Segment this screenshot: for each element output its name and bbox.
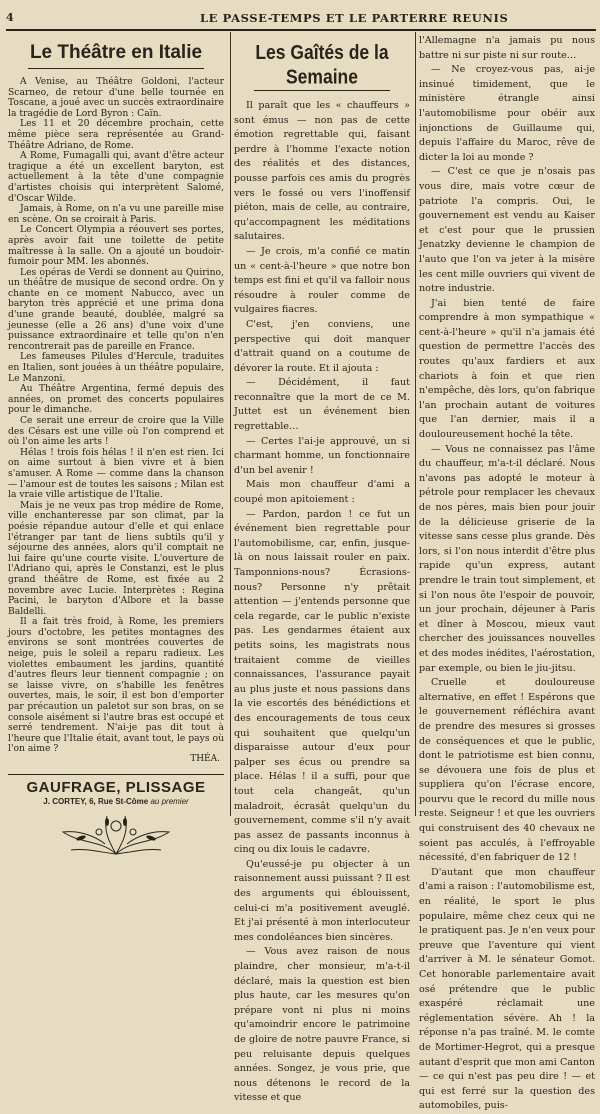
- paragraph: Qu'eussé-je pu objecter à un raisonnement aussi puissant ? Il est des arguments qui éblouissent, celui-ci m'a positivement aveuglé. Et j'ai présenté à mon interlocuteur mes condoléances bien sincères.: [234, 858, 410, 943]
- paragraph: C'est, j'en conviens, une perspective qui doit manquer d'attrait quand on a coutume de dévorer la route. Et il ajouta :: [234, 318, 410, 374]
- paragraph: A Rome, Fumagalli qui, avant d'être acteur tragique a été un excellent baryton, est actuellement à la tête d'une compagnie d'artistes choisis qui interprètent Salomé, d'Oscar Wilde.: [8, 150, 224, 204]
- paragraph: A Venise, au Théâtre Goldoni, l'acteur Scarneo, de retour d'une belle tournée en Toscane, a joué avec un succès extraordinaire la tragédie de Lord Byron : Caïn.: [8, 76, 224, 119]
- ad-title: GAUFRAGE, PLISSAGE: [26, 779, 206, 796]
- paragraph: Ce serait une erreur de croire que la Ville des Césars est une ville où l'on comprend et où l'on aime les arts !: [8, 415, 224, 448]
- paragraph: Les 11 et 20 décembre prochain, cette même pièce sera représentée au Grand-Théâtre Adriano, de Rome.: [8, 118, 224, 151]
- paragraph: Le Concert Olympia a réouvert ses portes, après avoir fait une toilette de petite maîtresse à la salle. On a ajouté un boudoir-fumoir pour MM. les abonnés.: [8, 224, 224, 268]
- paragraph: — Vous ne connaissez pas l'âme du chauffeur, m'a-t-il déclaré. Nous n'avons pas adopté le moteur à pétrole pour remplacer les chevaux de nos pères, mais bien pour jouir de la délicieuse griserie de la vitesse sans cesse plus grande. Dès lors, si l'on nous interdit d'être plus rapide qu'un express, autant prendre le train tout simplement, et si l'on nous ôte l'espoir de pouvoir, un jour prochain, déjeuner à Paris et dîner à Moscou, mieux vaut chercher des jouissances nouvelles et des modes inédites, l'aérostation, par exemple, ou bien le jiu-jitsu.: [419, 443, 595, 674]
- paragraph: — Ne croyez-vous pas, ai-je insinué timidement, que le ministère étrangle ainsi l'automobilisme pour obéir aux injonctions de Guillaume qui, depuis l'affaire du Maroc, rêve de dicter la loi au monde ?: [419, 64, 595, 163]
- ad-address-suffix: au premier: [150, 797, 189, 806]
- paragraph: Il a fait très froid, à Rome, les premiers jours d'octobre, les petites montagnes des environs se sont montrées couvertes de neige, puis le soleil a reparu radieux. Les violettes embaument les jardins, quantité d'autres fleurs leur tiennent compagnie ; on se laisse vivre, on s'habille les fenêtres ouvertes, mais, le soir, il est bon d'emporter par précaution un paletot sur son bras, on se console aisément si l'autre bras est occupé et serré tendrement. N'ai-je pas dit tout à l'heure que l'Italie était, avant tout, le pays où l'on aime ?: [8, 616, 224, 755]
- paragraph: Les fameuses Pilules d'Hercule, traduites en Italien, sont jouées à un théâtre populaire, Le Manzoni.: [8, 351, 224, 384]
- decorative-ornament-icon: [41, 810, 191, 858]
- ad-address-name: J. CORTEY, 6, Rue St-Côme: [43, 797, 149, 806]
- paragraph: — Pardon, pardon ! ce fut un événement bien regrettable pour l'automobilisme, car, enfin, jusque-là on nous laissait rouler en paix. Tamponnions-nous? Écrasions-nous? Personne n'y prêtait attention — j'entends personne que cela regarde, car le public n'existe pas. Les gendarmes étaient aux petits soins, les magistrats nous traitaient comme de vieilles connaissances, l'assurance payait au plus juste et nous passions dans la vie escortés des bénédictions et des encouragements de tous ceux qui souhaitent que quelqu'un disparaisse autour d'eux pour palper ses écus ou prendre sa place. Hélas ! il a suffi, pour que tout cela changeât, qu'un maladroit, écrasât quelqu'un du gouvernement, comme s'il n'y avait pas assez de passants inconnus à cinq ou dix louis le cadavre.: [234, 508, 410, 856]
- paragraph: Mais mon chauffeur d'ami a coupé mon apitoiement :: [234, 479, 410, 506]
- paragraph: D'autant que mon chauffeur d'ami a raison : l'automobilisme est, en réalité, le sport le plus populaire, même chez ceux qui ne le pratiquent pas. Je n'en veux pour preuve que l'aventure qui vient d'arriver à M. le sénateur Gomot. Cet honorable parlementaire avait osé prétendre que le public exaspéré réclamait une réglementation sévère. Ah ! la réponse n'a pas traîné. M. le comte de Mortimer-Hegrot, qui a presque autant d'esprit que mon ami Canton — ce qui n'est pas peu dire ! — et qui est ferré sur la question des automobiles, puis-: [419, 866, 595, 1112]
- column-gaites-semaine: [234, 34, 410, 1104]
- column-theatre-italie: [8, 34, 224, 814]
- header-rule: [6, 29, 596, 31]
- ad-address: [8, 797, 224, 806]
- paragraph: — Certes l'ai-je approuvé, un si charmant homme, un fonctionnaire d'un bel avenir !: [234, 435, 410, 476]
- paragraph: Mais je ne veux pas trop médire de Rome, ville enchanteresse par son climat, par la poésie répandue autour d'elle et qui enlace l'étranger par tant de liens subtils qu'il y séjourne des années, alors qu'il comptait ne lui faire qu'une courte visite. L'ouverture de l'Adriano qui, après le Constanzi, est le plus grand théâtre de Rome, est fixée au 2 novembre avec Lucie. Interprètes : Regina Pacini, le baryton d'Albore et la basse Baldelli.: [8, 499, 224, 617]
- article-title: Le Théâtre en Italie: [29, 42, 203, 63]
- page-number: 4: [6, 11, 14, 24]
- paragraph: — Je crois, m'a confié ce matin un « cent-à-l'heure » que notre bon temps est fini et qu'il va falloir nous résoudre à rouler comme de vulgaires fiacres.: [234, 245, 410, 316]
- paragraph: J'ai bien tenté de faire comprendre à mon sympathique « cent-à-l'heure » qu'il n'a jamais été question de permettre l'accès des routes qu'aux fardiers et aux chariots à foin et que rien n'empêche, dès lors, qu'on fabrique l'an prochain autant de voitures que l'an dernier, mais il a douloureusement hoché la tête.: [419, 297, 595, 441]
- paragraph: l'Allemagne n'a jamais pu nous battre ni sur piste ni sur route…: [419, 35, 595, 61]
- paragraph: Jamais, à Rome, on n'a vu une pareille mise en scène. On se croirait à Paris.: [8, 203, 224, 225]
- article-title: Les Gaîtés de la Semaine: [255, 40, 389, 88]
- paragraph: — Vous avez raison de nous plaindre, cher monsieur, m'a-t-il déclaré, mais la question est bien plus haute, car les mesures qu'on prépare vont ni plus ni moins qu'amoindrir encore le patrimoine de gloire de notre pauvre France, si peu reluisante depuis quelques années. Songez, je vous prie, que nous détenons le record de la vitesse et que: [234, 946, 410, 1104]
- paragraph: Les opéras de Verdi se donnent au Quirino, un théâtre de musique de second ordre. On y chante en ce moment Nabucco, avec un baryton très apprécié et une prima dona d'une grande beauté, doublée, malgré sa jeunesse (elle a 26 ans) d'une voix d'une puissance extraordinaire et telle qu'on n'en rencontrerait pas de pareille en France.: [8, 266, 224, 352]
- paragraph: — Décidément, il faut reconnaître que la mort de ce M. Juttet est un événement bien regrettable…: [234, 377, 410, 433]
- column-divider: [230, 32, 231, 816]
- paragraph: — C'est ce que je n'osais pas vous dire, mais votre cœur de patriote l'a compris. Oui, le gouvernement est vendu au Kaiser et c'est pour que le prussien Jenatzky devienne le champion de l'auto que l'on va jeter à la misère les cent mille ouvriers qui vivent de notre industrie.: [419, 166, 595, 295]
- paragraph: Cruelle et douloureuse alternative, en effet ! Espérons que le gouvernement réfléchira avant de prendre des mesures si grosses de conséquences et que le public, dont le patriotisme est bien connu, se dévouera une fois de plus et suppliera qu'on l'écrase encore, pourvu que le record du mille nous reste. Seigneur ! et que les ouvriers qui construisent des 40 chevaux ne soient pas acculés, à l'effroyable nécessité, d'en fabriquer de 12 !: [419, 677, 595, 864]
- running-title: LE PASSE-TEMPS ET LE PARTERRE REUNIS: [200, 11, 509, 25]
- column-gaites-continued: [419, 34, 595, 1112]
- paragraph: Il paraît que les « chauffeurs » sont émus — non pas de cette émotion regrettable qui, faisant perdre à l'homme l'exacte notion des réalités et des distances, pousse parfois ces amis du progrès vers le fossé ou vers l'inoffensif piéton, mais de celle, au contraire, qu'accompagnent les méditations salutaires.: [234, 100, 410, 243]
- paragraph: Au Théâtre Argentina, fermé depuis des années, on promet des concerts populaires pour le dimanche.: [8, 383, 224, 416]
- title-rule: [28, 68, 204, 69]
- title-rule: [254, 90, 390, 91]
- author-signature: THÉA.: [190, 754, 220, 764]
- advertisement: [8, 774, 224, 858]
- paragraph: Hélas ! trois fois hélas ! il n'en est rien. Ici on aime surtout à bien vivre et à bien s'amuser. A Rome — comme dans la chanson — l'amour est de toutes les saisons ; Milan est la vraie ville artistique de l'Italie.: [8, 446, 224, 501]
- column-divider: [415, 32, 416, 816]
